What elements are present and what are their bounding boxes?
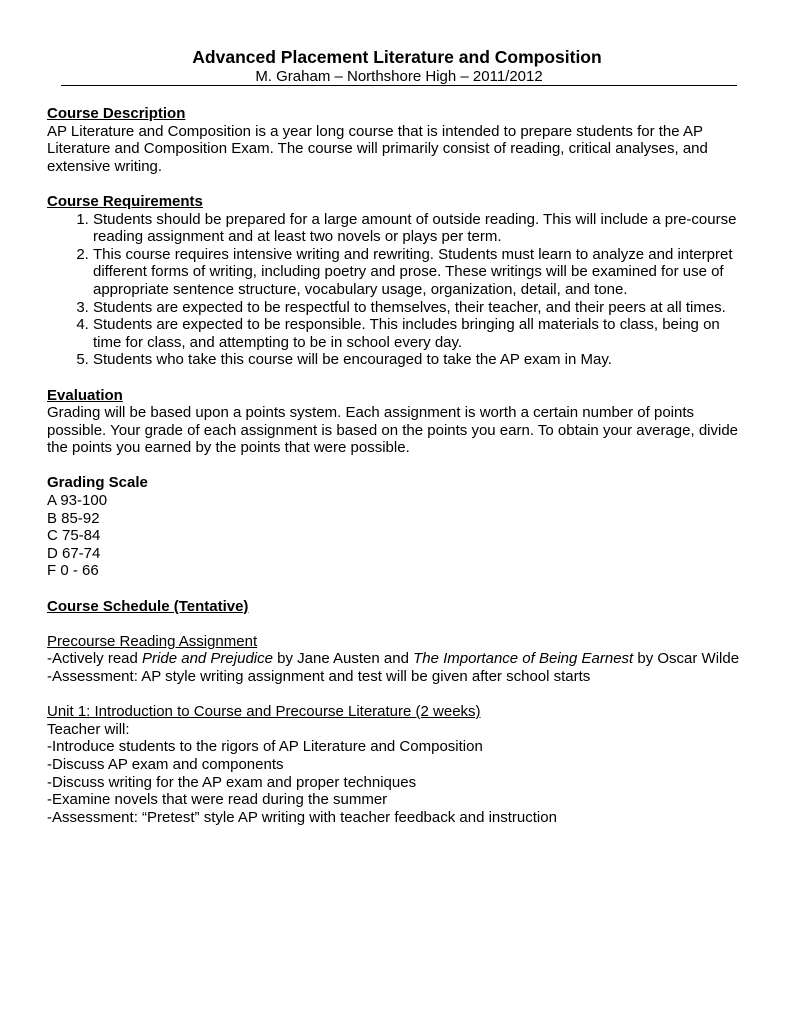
course-requirements-heading: Course Requirements xyxy=(47,192,203,210)
precourse-reading-line xyxy=(47,650,747,668)
precourse-title: Precourse Reading Assignment xyxy=(47,632,258,650)
evaluation-heading: Evaluation xyxy=(47,386,123,404)
document-page xyxy=(47,47,747,826)
course-description-heading: Course Description xyxy=(47,105,186,122)
book-title-pride: Pride and Prejudice xyxy=(142,650,273,668)
precourse-read-prefix: -Actively read xyxy=(47,650,143,668)
evaluation-section xyxy=(47,387,747,457)
grade-row: A 93-100 xyxy=(47,492,108,510)
precourse-assessment: -Assessment: AP style writing assignment and test will be given after school starts xyxy=(47,668,591,685)
requirement-item: 2. This course requires intensive writing and rewriting. Students must learn to analyze and interpret different forms of writing, including poetry and prose. These writings will be examined for use of appropriate sentence structure, vocabulary usage, organization, detail, and tone. xyxy=(93,246,747,299)
subtitle-rule-right xyxy=(543,71,737,86)
grading-scale-heading: Grading Scale xyxy=(47,474,148,492)
course-schedule-section xyxy=(47,598,747,827)
requirement-item: 4. Students are expected to be responsible. This includes bringing all materials to class, being on time for class, and attempting to be in school every day. xyxy=(93,316,747,351)
unit1-title: Unit 1: Introduction to Course and Precourse Literature (2 weeks) xyxy=(47,703,481,721)
subtitle-rule-left xyxy=(61,71,255,86)
course-requirements-section xyxy=(47,193,747,369)
spacer xyxy=(47,686,747,704)
grading-scale-section xyxy=(47,474,747,580)
grade-row: B 85-92 xyxy=(47,509,100,527)
grade-row: D 67-74 xyxy=(47,544,101,562)
document-title: Advanced Placement Literature and Composition xyxy=(192,47,602,67)
grade-row: C 75-84 xyxy=(47,527,101,545)
precourse-by-austen: by Jane Austen and xyxy=(272,650,414,668)
document-subtitle-row xyxy=(61,68,737,86)
course-description-text: AP Literature and Composition is a year long course that is intended to prepare students for the AP Literature and Composition Exam. The course will primarily consist of reading, critical analyses, and extensive writing. xyxy=(47,122,708,175)
requirement-item: 5. Students who take this course will be encouraged to take the AP exam in May. xyxy=(93,351,747,369)
unit1-item: -Examine novels that were read during the summer xyxy=(47,791,388,809)
precourse-by-wilde: by Oscar Wilde xyxy=(633,650,740,668)
requirements-list xyxy=(47,211,747,369)
grade-row: F 0 - 66 xyxy=(47,562,99,580)
book-title-earnest: The Importance of Being Earnest xyxy=(413,650,634,668)
requirement-item: 3. Students are expected to be respectful to themselves, their teacher, and their peers at all times. xyxy=(93,299,747,317)
course-schedule-heading: Course Schedule (Tentative) xyxy=(47,597,249,615)
spacer xyxy=(47,615,747,633)
document-subtitle: M. Graham – Northshore High – 2011/2012 xyxy=(255,68,543,85)
unit1-item: -Introduce students to the rigors of AP Literature and Composition xyxy=(47,738,483,756)
course-description-section xyxy=(47,105,747,175)
unit1-item: -Discuss AP exam and components xyxy=(47,755,284,773)
unit1-intro: Teacher will: xyxy=(47,720,130,738)
requirement-item: 1. Students should be prepared for a large amount of outside reading. This will include a pre-course reading assignment and at least two novels or plays per term. xyxy=(93,211,747,246)
evaluation-text: Grading will be based upon a points system. Each assignment is worth a certain number of points possible. Your grade of each assignment is based on the points you earn. To obtain your average, divide the points you earned by the points that were possible. xyxy=(47,404,739,457)
unit1-item: -Discuss writing for the AP exam and proper techniques xyxy=(47,773,417,791)
unit1-item: -Assessment: “Pretest” style AP writing with teacher feedback and instruction xyxy=(47,808,557,826)
